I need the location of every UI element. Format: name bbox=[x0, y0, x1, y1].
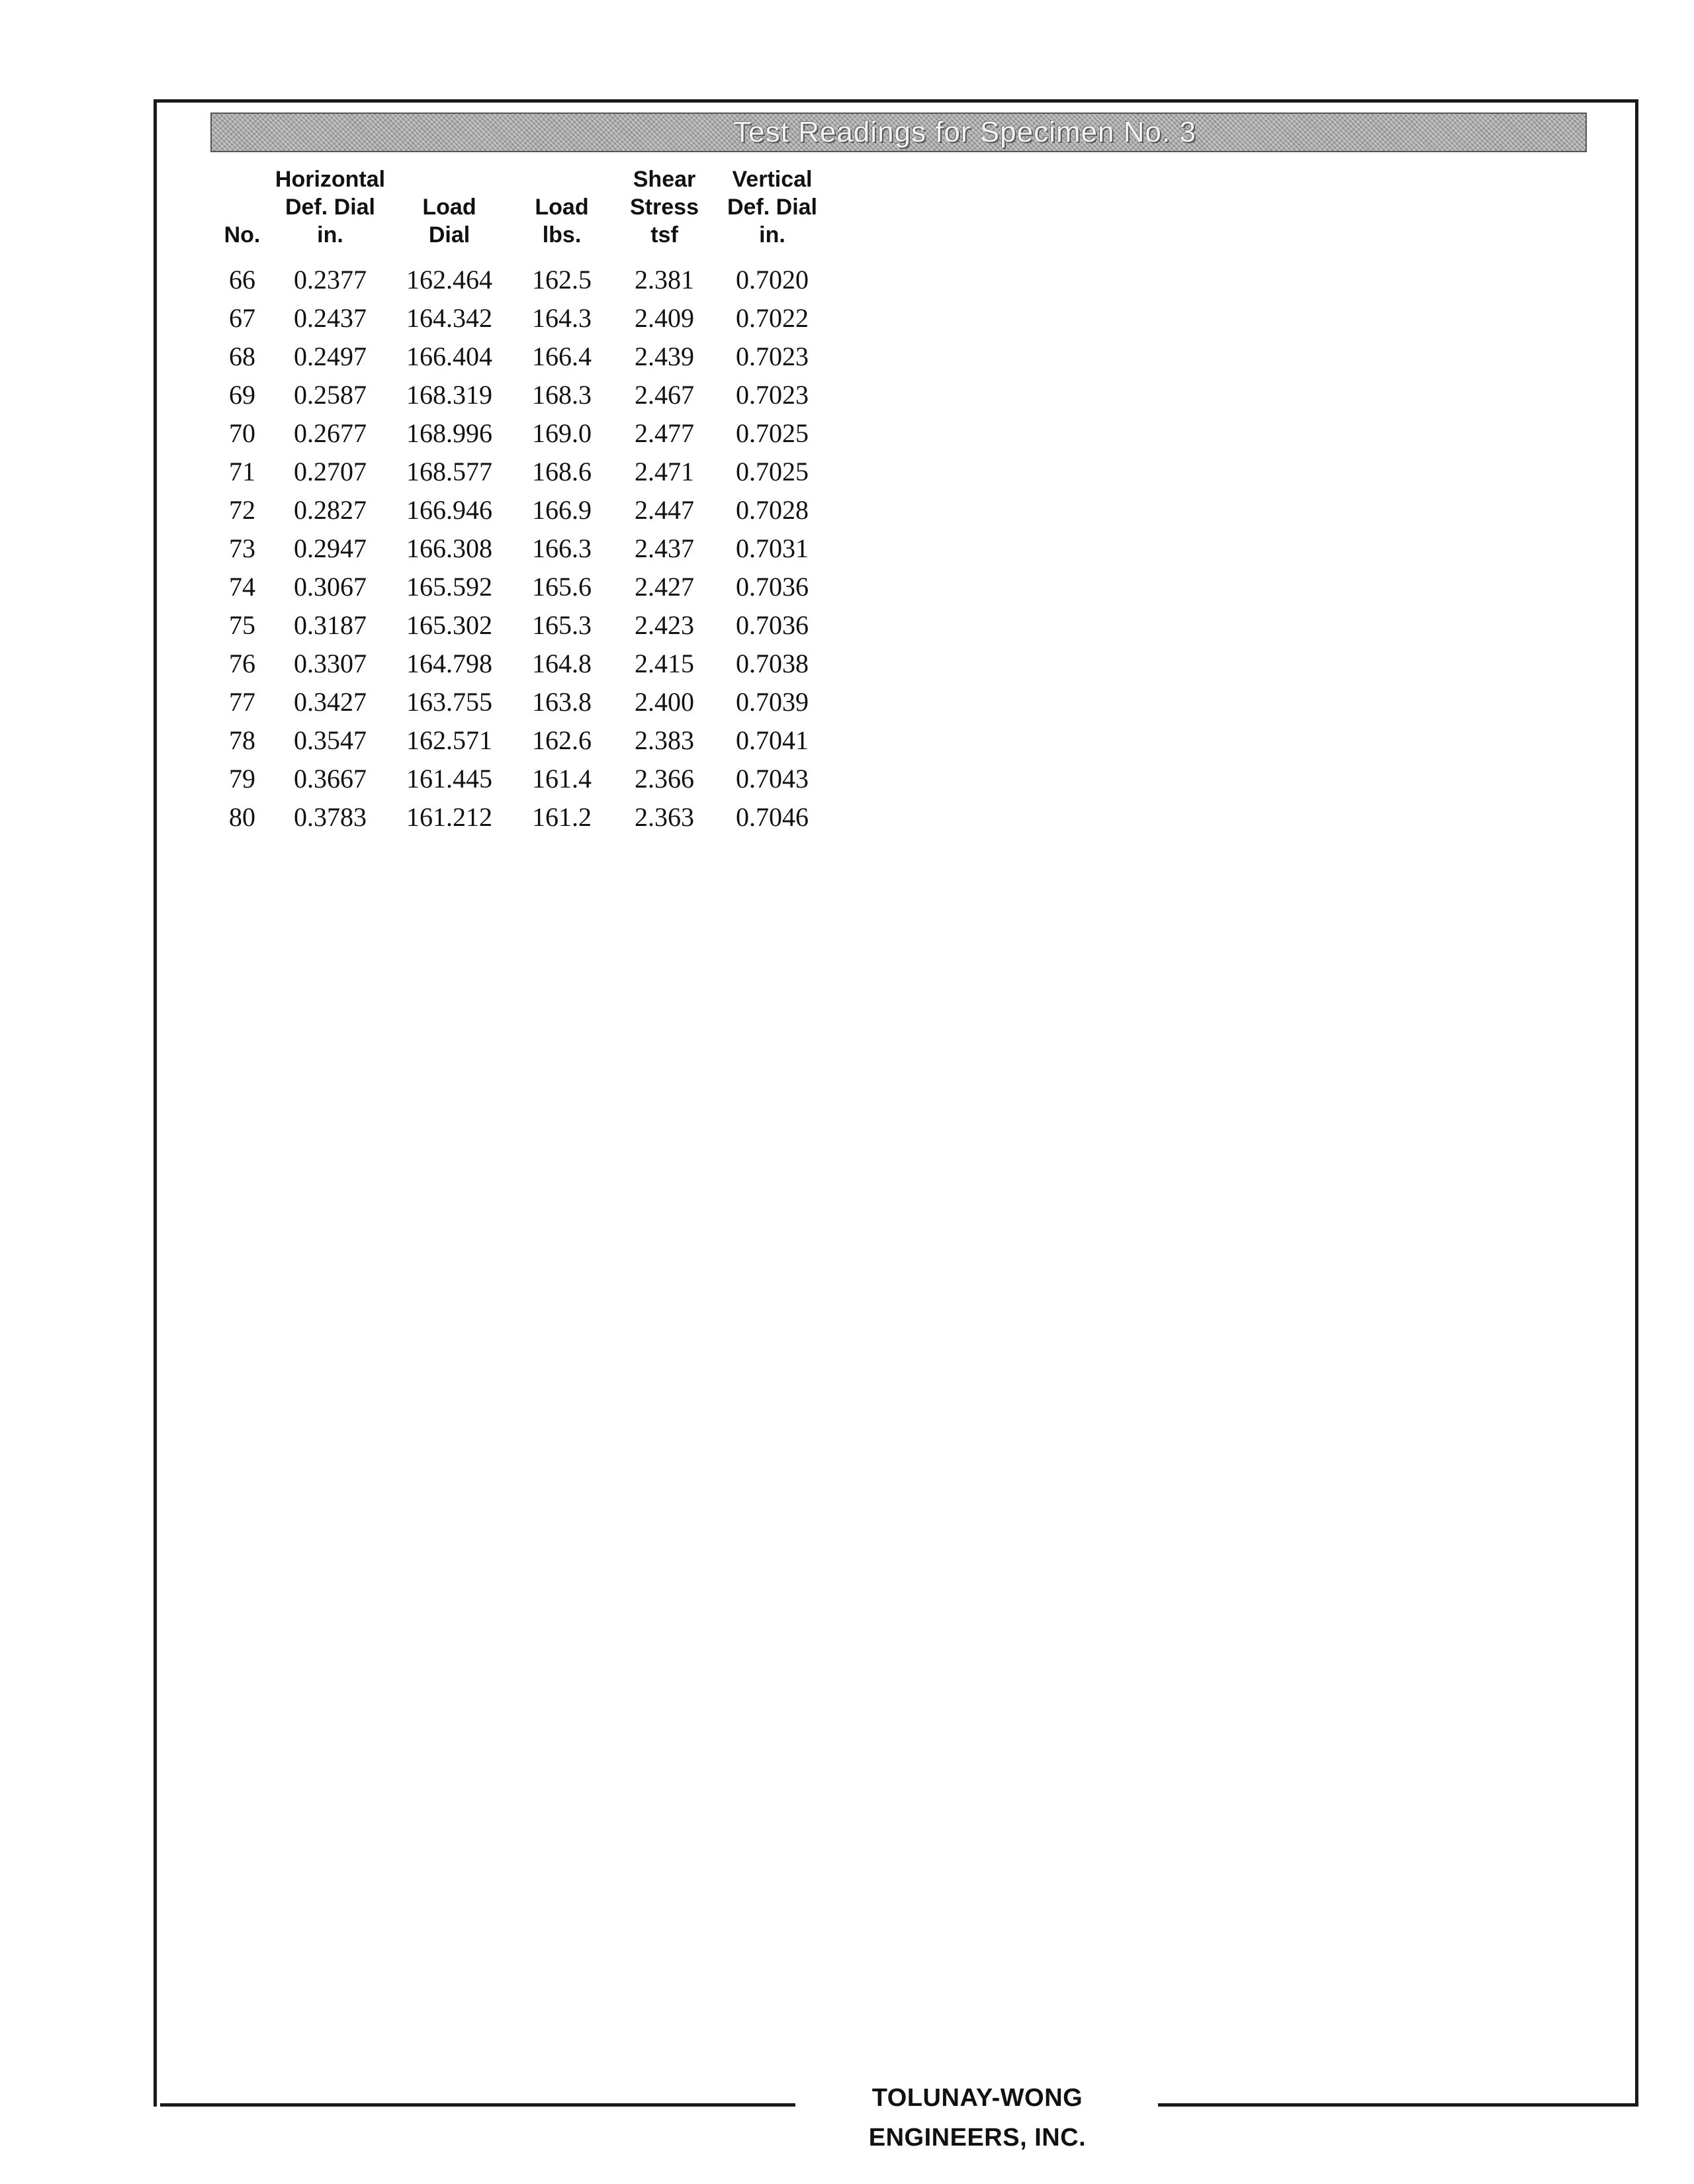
cell-load-lbs: 163.8 bbox=[532, 687, 592, 717]
cell-no: 75 bbox=[229, 610, 255, 640]
cell-load-lbs: 166.4 bbox=[532, 341, 592, 371]
table-row bbox=[210, 721, 827, 760]
cell-load-dial: 168.319 bbox=[406, 380, 492, 410]
cell-vertical-def-dial: 0.7023 bbox=[736, 380, 809, 410]
footer-corner bbox=[154, 2071, 157, 2107]
cell-no: 70 bbox=[229, 418, 255, 448]
cell-shear-stress: 2.447 bbox=[635, 495, 694, 525]
cell-shear-stress: 2.415 bbox=[635, 649, 694, 678]
cell-no: 73 bbox=[229, 533, 255, 563]
header-no bbox=[210, 165, 274, 261]
cell-load-dial: 163.755 bbox=[406, 687, 492, 717]
header-line: Shear bbox=[633, 167, 696, 192]
cell-vertical-def-dial: 0.7031 bbox=[736, 533, 809, 563]
cell-no: 69 bbox=[229, 380, 255, 410]
cell-shear-stress: 2.363 bbox=[635, 802, 694, 832]
cell-shear-stress: 2.381 bbox=[635, 265, 694, 295]
cell-load-dial: 161.212 bbox=[406, 802, 492, 832]
table-body bbox=[210, 261, 827, 837]
table-row bbox=[210, 798, 827, 837]
cell-shear-stress: 2.383 bbox=[635, 725, 694, 755]
title-banner bbox=[210, 113, 1587, 152]
header-line: in. bbox=[317, 222, 343, 248]
cell-no: 80 bbox=[229, 802, 255, 832]
cell-no: 67 bbox=[229, 303, 255, 333]
cell-shear-stress: 2.467 bbox=[635, 380, 694, 410]
table-header bbox=[210, 165, 827, 261]
cell-vertical-def-dial: 0.7025 bbox=[736, 418, 809, 448]
cell-no: 71 bbox=[229, 457, 255, 486]
table-row bbox=[210, 760, 827, 798]
cell-load-dial: 165.302 bbox=[406, 610, 492, 640]
cell-vertical-def-dial: 0.7036 bbox=[736, 610, 809, 640]
cell-load-dial: 166.308 bbox=[406, 533, 492, 563]
cell-shear-stress: 2.423 bbox=[635, 610, 694, 640]
cell-no: 76 bbox=[229, 649, 255, 678]
cell-load-lbs: 165.3 bbox=[532, 610, 592, 640]
header-line: in. bbox=[759, 222, 785, 248]
cell-load-dial: 162.571 bbox=[406, 725, 492, 755]
cell-horizontal-def-dial: 0.2437 bbox=[294, 303, 367, 333]
cell-vertical-def-dial: 0.7039 bbox=[736, 687, 809, 717]
table-row bbox=[210, 453, 827, 491]
cell-load-lbs: 164.8 bbox=[532, 649, 592, 678]
cell-vertical-def-dial: 0.7028 bbox=[736, 495, 809, 525]
header-line: Def. Dial bbox=[727, 195, 818, 220]
footer bbox=[154, 2078, 1638, 2152]
cell-shear-stress: 2.439 bbox=[635, 341, 694, 371]
cell-horizontal-def-dial: 0.3187 bbox=[294, 610, 367, 640]
cell-load-lbs: 162.5 bbox=[532, 265, 592, 295]
footer-rule bbox=[1158, 2103, 1638, 2107]
cell-horizontal-def-dial: 0.3547 bbox=[294, 725, 367, 755]
header-line: Vertical bbox=[732, 167, 813, 192]
cell-vertical-def-dial: 0.7023 bbox=[736, 341, 809, 371]
cell-vertical-def-dial: 0.7020 bbox=[736, 265, 809, 295]
footer-rule bbox=[160, 2103, 795, 2107]
table-row bbox=[210, 376, 827, 414]
table-row bbox=[210, 568, 827, 606]
header-row bbox=[210, 165, 827, 261]
cell-horizontal-def-dial: 0.3427 bbox=[294, 687, 367, 717]
header-horizontal-def-dial bbox=[274, 165, 386, 261]
header-line: Load bbox=[535, 195, 589, 220]
cell-load-lbs: 166.9 bbox=[532, 495, 592, 525]
cell-horizontal-def-dial: 0.3667 bbox=[294, 764, 367, 794]
cell-load-lbs: 161.2 bbox=[532, 802, 592, 832]
table-row bbox=[210, 529, 827, 568]
header-line: Dial bbox=[428, 222, 470, 248]
cell-load-lbs: 161.4 bbox=[532, 764, 592, 794]
cell-load-dial: 165.592 bbox=[406, 572, 492, 602]
cell-no: 77 bbox=[229, 687, 255, 717]
cell-shear-stress: 2.437 bbox=[635, 533, 694, 563]
cell-horizontal-def-dial: 0.2947 bbox=[294, 533, 367, 563]
page-title: Test Readings for Specimen No. 3 bbox=[733, 116, 1196, 148]
cell-load-dial: 166.404 bbox=[406, 341, 492, 371]
cell-vertical-def-dial: 0.7036 bbox=[736, 572, 809, 602]
cell-shear-stress: 2.409 bbox=[635, 303, 694, 333]
cell-horizontal-def-dial: 0.2677 bbox=[294, 418, 367, 448]
cell-load-lbs: 168.3 bbox=[532, 380, 592, 410]
header-shear-stress bbox=[611, 165, 717, 261]
header-line: Stress bbox=[630, 195, 699, 220]
cell-shear-stress: 2.427 bbox=[635, 572, 694, 602]
cell-horizontal-def-dial: 0.3783 bbox=[294, 802, 367, 832]
cell-load-dial: 166.946 bbox=[406, 495, 492, 525]
table-row bbox=[210, 683, 827, 721]
table-row bbox=[210, 338, 827, 376]
cell-horizontal-def-dial: 0.2587 bbox=[294, 380, 367, 410]
readings-table bbox=[210, 165, 827, 837]
cell-load-dial: 162.464 bbox=[406, 265, 492, 295]
footer-corner bbox=[1635, 2071, 1638, 2107]
cell-vertical-def-dial: 0.7025 bbox=[736, 457, 809, 486]
header-line: No. bbox=[224, 222, 261, 248]
cell-no: 72 bbox=[229, 495, 255, 525]
table-row bbox=[210, 299, 827, 338]
table-row bbox=[210, 645, 827, 683]
cell-load-lbs: 162.6 bbox=[532, 725, 592, 755]
cell-load-dial: 168.996 bbox=[406, 418, 492, 448]
cell-shear-stress: 2.366 bbox=[635, 764, 694, 794]
header-line: lbs. bbox=[542, 222, 582, 248]
cell-horizontal-def-dial: 0.2497 bbox=[294, 341, 367, 371]
cell-load-lbs: 168.6 bbox=[532, 457, 592, 486]
cell-load-dial: 164.342 bbox=[406, 303, 492, 333]
cell-no: 68 bbox=[229, 341, 255, 371]
cell-vertical-def-dial: 0.7043 bbox=[736, 764, 809, 794]
cell-horizontal-def-dial: 0.3307 bbox=[294, 649, 367, 678]
table-row bbox=[210, 261, 827, 299]
cell-load-lbs: 165.6 bbox=[532, 572, 592, 602]
cell-horizontal-def-dial: 0.2377 bbox=[294, 265, 367, 295]
header-vertical-def-dial bbox=[717, 165, 827, 261]
header-line: Load bbox=[422, 195, 476, 220]
cell-no: 74 bbox=[229, 572, 255, 602]
cell-vertical-def-dial: 0.7022 bbox=[736, 303, 809, 333]
cell-no: 79 bbox=[229, 764, 255, 794]
cell-shear-stress: 2.471 bbox=[635, 457, 694, 486]
cell-vertical-def-dial: 0.7041 bbox=[736, 725, 809, 755]
cell-load-dial: 161.445 bbox=[406, 764, 492, 794]
cell-load-lbs: 169.0 bbox=[532, 418, 592, 448]
table-row bbox=[210, 606, 827, 645]
cell-shear-stress: 2.477 bbox=[635, 418, 694, 448]
cell-load-dial: 168.577 bbox=[406, 457, 492, 486]
cell-load-lbs: 166.3 bbox=[532, 533, 592, 563]
header-line: Horizontal bbox=[275, 167, 386, 192]
cell-no: 78 bbox=[229, 725, 255, 755]
cell-shear-stress: 2.400 bbox=[635, 687, 694, 717]
cell-horizontal-def-dial: 0.3067 bbox=[294, 572, 367, 602]
cell-horizontal-def-dial: 0.2707 bbox=[294, 457, 367, 486]
cell-horizontal-def-dial: 0.2827 bbox=[294, 495, 367, 525]
company-name: TOLUNAY-WONG ENGINEERS, INC. bbox=[868, 2084, 1087, 2152]
header-line: tsf bbox=[650, 222, 678, 248]
table-row bbox=[210, 414, 827, 453]
header-load-dial bbox=[386, 165, 512, 261]
cell-vertical-def-dial: 0.7046 bbox=[736, 802, 809, 832]
cell-vertical-def-dial: 0.7038 bbox=[736, 649, 809, 678]
cell-load-lbs: 164.3 bbox=[532, 303, 592, 333]
table-row bbox=[210, 491, 827, 529]
cell-load-dial: 164.798 bbox=[406, 649, 492, 678]
cell-no: 66 bbox=[229, 265, 255, 295]
header-load-lbs bbox=[512, 165, 611, 261]
header-line: Def. Dial bbox=[285, 195, 376, 220]
